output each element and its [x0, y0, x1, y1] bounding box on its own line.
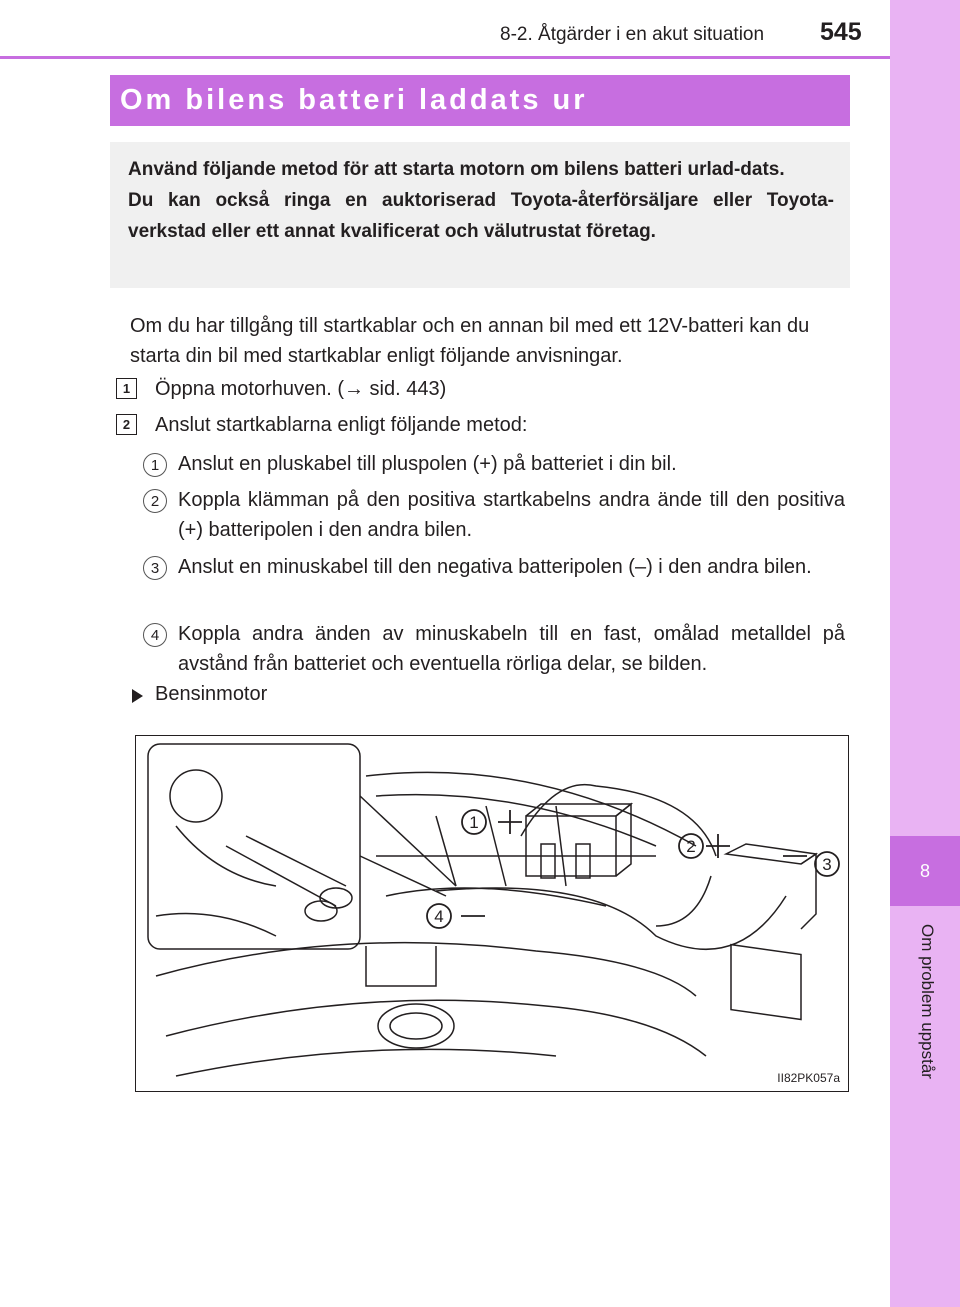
figure-code: II82PK057a: [777, 1071, 840, 1085]
chapter-title: Om problem uppstår: [918, 924, 937, 1079]
substep-text-1: [178, 449, 845, 479]
chapter-number-tab[interactable]: [890, 836, 960, 906]
substep-number-1: 1: [143, 453, 167, 477]
header-rule: [0, 56, 890, 59]
substep-number-2: 2: [143, 489, 167, 513]
substep-number-3: 3: [143, 556, 167, 580]
substep-text-3: [178, 552, 845, 582]
jump-start-illustration: [135, 735, 849, 1092]
substep-text-2: [178, 485, 845, 545]
callout-2: 2: [686, 837, 696, 856]
step-text-2: Anslut startkablarna enligt följande metod:: [155, 414, 528, 436]
substep-2-text: Koppla klämman på den positiva startkabelns andra ände till den positiva (+) batteripolen i den andra bilen.: [178, 489, 845, 541]
substep-text-4: [178, 619, 845, 679]
substep-1-text: Anslut en pluskabel till pluspolen (+) på batteriet i din bil.: [178, 453, 677, 475]
chapter-number: 8: [919, 860, 930, 881]
bullet-text: Bensinmotor: [155, 683, 268, 705]
substep-3-text: Anslut en minuskabel till den negativa batteripolen (–) i den andra bilen.: [178, 556, 812, 578]
callout-3: 3: [822, 855, 832, 874]
intro-box: [110, 142, 850, 288]
bullet-triangle-icon: [132, 689, 143, 703]
header-section-title: 8-2. Åtgärder i en akut situation: [500, 24, 765, 45]
page-number: 545: [820, 18, 862, 46]
body-text: Om du har tillgång till startkablar och en annan bil med ett 12V-batteri kan du starta din bil med startkablar enligt följande anvisningar.: [130, 315, 810, 367]
substep-4-text: Koppla andra änden av minuskabeln till en fast, omålad metalldel på avstånd från batteriet och eventuella rörliga delar, se bilden.: [178, 623, 845, 675]
section-title-bar: [110, 75, 850, 126]
page-title: Om bilens batteri laddats ur: [120, 84, 588, 116]
step-text-1: Öppna motorhuven. (→ sid. 443): [155, 378, 447, 400]
body-paragraph: [130, 311, 845, 371]
step-number-2: 2: [116, 414, 137, 435]
intro-line-1: Använd följande metod för att starta motorn om bilens batteri urlad-dats.: [128, 159, 785, 180]
step-number-1: 1: [116, 378, 137, 399]
callout-1: 1: [469, 813, 479, 832]
substep-number-4: 4: [143, 623, 167, 647]
callout-4: 4: [434, 907, 444, 926]
intro-line-2: Du kan också ringa en auktoriserad Toyota-återförsäljare eller Toyota-verkstad eller ett annat kvalificerat och välutrustat företag.: [128, 190, 834, 242]
engine-bay-drawing: [136, 736, 849, 1092]
